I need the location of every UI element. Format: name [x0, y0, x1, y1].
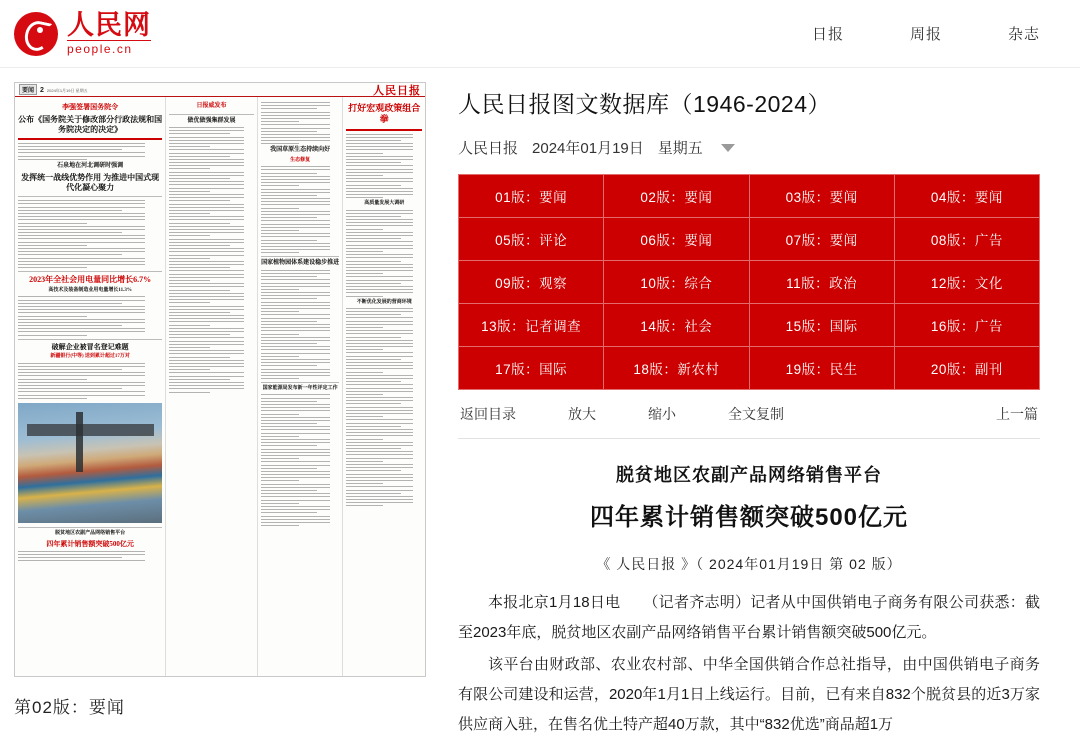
people-cn-logo-icon: [14, 12, 58, 56]
article-title: 四年累计销售额突破500亿元: [589, 504, 909, 531]
facsimile-text: [18, 143, 162, 160]
page-cell-17[interactable]: 17版：国际: [459, 347, 604, 390]
divider: [261, 256, 340, 257]
page-cell-06[interactable]: 06版：要闻: [604, 218, 749, 261]
page-cell-01[interactable]: 01版：要闻: [459, 175, 604, 218]
article-subtitle: 脱贫地区农副产品网络销售平台: [616, 465, 882, 485]
newspaper-page-image[interactable]: [14, 82, 426, 677]
facsimile-text: [18, 363, 162, 399]
facsimile-headline: 我国草原生态持续向好: [270, 147, 331, 154]
facsimile-headline: 不断优化发展的营商环境: [356, 299, 412, 305]
page-cell-02[interactable]: 02版：要闻: [604, 175, 749, 218]
facsimile-text: [261, 270, 340, 379]
facsimile-text: [18, 551, 162, 562]
zoom-out-button[interactable]: 缩小: [648, 406, 676, 422]
facsimile-headline: 李强签署国务院令: [62, 103, 119, 111]
divider: [169, 114, 254, 115]
main-nav: [812, 23, 1040, 44]
page-grid-row: [459, 218, 1040, 261]
nav-item-magazine[interactable]: 杂志: [1007, 26, 1040, 43]
facsimile-headline: 生态修复: [290, 157, 311, 163]
page-cell-04[interactable]: 04版：要闻: [894, 175, 1039, 218]
facsimile-headline: 日报威发布: [196, 103, 227, 109]
article-body: [458, 588, 1040, 737]
newspaper-pane: [0, 82, 440, 737]
logo-text-cn: 人民网: [67, 9, 151, 40]
site-header: [0, 0, 1080, 68]
facsimile-headline: 国家植物园体系建设稳步推进: [261, 260, 340, 267]
page-grid-row: [459, 304, 1040, 347]
page-cell-03[interactable]: 03版：要闻: [749, 175, 894, 218]
masthead-section: 要闻: [19, 84, 37, 95]
facsimile-headline: 公布《国务院关于修改部分行政法规和国务院决定的决定》: [18, 114, 163, 134]
masthead-date: 2024年1月19日 星期五: [46, 88, 88, 93]
divider: [18, 339, 162, 340]
logo-text-en: people.cn: [67, 40, 151, 56]
copy-full-text-button[interactable]: 全文复制: [728, 406, 784, 422]
facsimile-photo: [18, 403, 162, 523]
page-cell-19[interactable]: 19版：民生: [749, 347, 894, 390]
divider: [18, 138, 162, 140]
facsimile-text: [18, 200, 162, 268]
page-cell-12[interactable]: 12版：文化: [894, 261, 1039, 304]
masthead-page-number: 2: [40, 87, 44, 94]
page-grid-row: [459, 175, 1040, 218]
page-title: 人民日报图文数据库（1946-2024）: [458, 91, 831, 117]
zoom-in-button[interactable]: 放大: [568, 406, 596, 422]
facsimile-headline: 新疆银行(中等) 送到累计超过17万对: [50, 354, 130, 360]
newspaper-columns: [15, 97, 425, 677]
page-cell-05[interactable]: 05版：评论: [459, 218, 604, 261]
facsimile-headline: 高技术及装备制造业用电量增长11.3%: [48, 288, 132, 294]
newspaper-column-2: [166, 97, 258, 677]
page-grid-row: [459, 261, 1040, 304]
article-paragraph: 该平台由财政部、农业农村部、中华全国供销合作总社指导，由中国供销电子商务有限公司建设和运营，2020年1月1日上线运行。目前，已有来自832个脱贫县的近3万家供应商入驻，在售名优土特产超40万款，其中“832优选”商品超1万: [458, 656, 1040, 733]
page-cell-14[interactable]: 14版：社会: [604, 304, 749, 347]
divider: [18, 271, 162, 272]
page-cell-08[interactable]: 08版：广告: [894, 218, 1039, 261]
page-grid-row: [459, 347, 1040, 390]
nav-item-daily[interactable]: 日报: [811, 26, 844, 43]
page-cell-09[interactable]: 09版：观察: [459, 261, 604, 304]
page-cell-16[interactable]: 16版：广告: [894, 304, 1039, 347]
article-source-meta: 《 人民日报 》（ 2024年01月19日 第 02 版）: [596, 556, 902, 572]
date-selector[interactable]: [458, 137, 1040, 158]
issue-weekday: 星期五: [657, 140, 703, 157]
facsimile-headline: 脱贫地区农副产品网络销售平台: [55, 530, 126, 536]
divider: [346, 129, 422, 131]
facsimile-text: [261, 102, 340, 144]
newspaper-column-4: [343, 97, 425, 677]
facsimile-text: [346, 210, 422, 297]
article-paragraph: 本报北京1月18日电 （记者齐志明）记者从中国供销电子商务有限公司获悉：截至2023年底，脱贫地区农副产品网络销售平台累计销售额突破500亿元。: [458, 594, 1040, 641]
article-heading: [458, 461, 1040, 532]
database-pane: [440, 82, 1080, 737]
page-cell-15[interactable]: 15版：国际: [749, 304, 894, 347]
page-cell-20[interactable]: 20版：副刊: [894, 347, 1039, 390]
facsimile-text: [346, 134, 422, 199]
page-label: 第02版：要闻: [14, 698, 125, 717]
facsimile-text: [346, 308, 422, 507]
page-content: [0, 68, 1080, 737]
page-cell-13[interactable]: 13版：记者调查: [459, 304, 604, 347]
issue-date: 2024年01月19日: [532, 140, 644, 157]
facsimile-headline: 高质量发展大调研: [364, 201, 405, 207]
facsimile-headline: 国家能源局发布新一年性评定工作: [262, 386, 338, 392]
nav-item-weekly[interactable]: 周报: [909, 26, 942, 43]
chevron-down-icon[interactable]: [721, 144, 735, 152]
facsimile-headline: 做优做强集群发展: [187, 117, 236, 124]
back-to-index-button[interactable]: 返回目录: [460, 406, 516, 422]
paper-name: 人民日报: [458, 140, 519, 157]
facsimile-headline: 四年累计销售额突破500亿元: [46, 539, 134, 548]
article-toolbar: [458, 390, 1040, 439]
newspaper-column-3: [258, 97, 344, 677]
facsimile-headline: 打好宏观政策组合拳: [348, 103, 421, 125]
page-cell-11[interactable]: 11版：政治: [749, 261, 894, 304]
facsimile-headline: 发挥统一战线优势作用 为推进中国式现代化凝心聚力: [21, 173, 160, 193]
previous-article-button[interactable]: 上一篇: [996, 406, 1038, 422]
facsimile-headline: 石泉地在河北调研时强调: [57, 162, 124, 169]
facsimile-text: [261, 394, 340, 526]
facsimile-text: [261, 166, 340, 253]
facsimile-headline: 2023年全社会用电量同比增长6.7%: [29, 275, 152, 285]
divider: [261, 382, 340, 383]
page-grid: [458, 174, 1040, 390]
page-cell-18[interactable]: 18版：新农村: [604, 347, 749, 390]
divider: [18, 527, 162, 528]
facsimile-text: [169, 127, 254, 393]
facsimile-text: [18, 296, 162, 335]
divider: [18, 196, 162, 197]
facsimile-headline: 破解企业被冒名登记难题: [51, 342, 129, 351]
page-cell-10[interactable]: 10版：综合: [604, 261, 749, 304]
site-logo[interactable]: [14, 11, 151, 56]
page-cell-07[interactable]: 07版：要闻: [749, 218, 894, 261]
newspaper-column-1: [15, 97, 166, 677]
newspaper-masthead: [15, 83, 425, 97]
masthead-title: 人民日报: [373, 84, 421, 97]
